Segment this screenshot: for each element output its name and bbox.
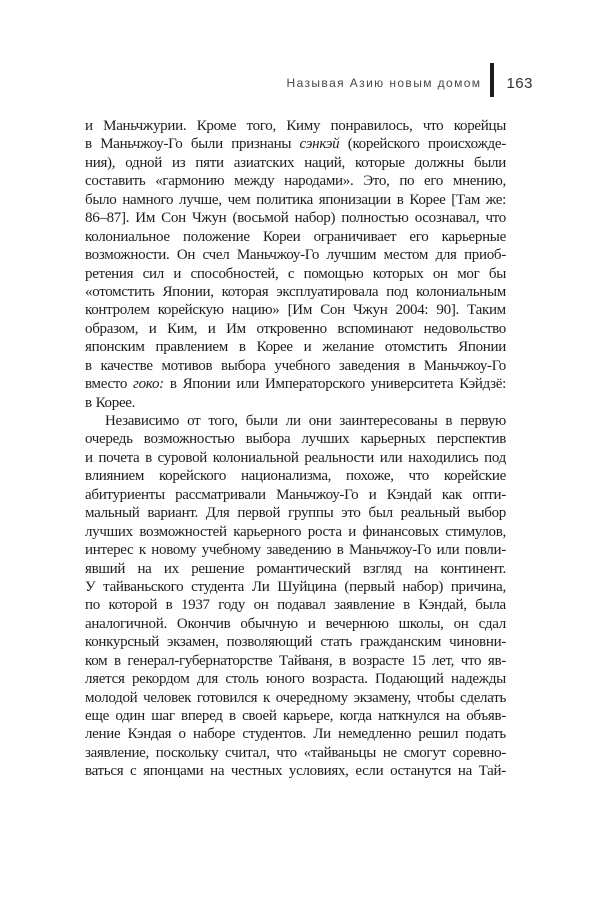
text-line: Независимо от того, были ли они заинтересованы в первую [105, 413, 506, 429]
page-header [287, 63, 534, 97]
text-line: аналогичной. Окончив обычную и вечернюю школы, он сдал [85, 615, 506, 632]
text-line: явший на их решение романтический взгляд на континент. [85, 560, 506, 577]
text-line: в Корее. [85, 394, 136, 411]
text-line: мальный вариант. Для первой группы это был реальный выбор [85, 505, 506, 522]
text-line: и Маньчжурии. Кроме того, Киму понравилось, что корейцы [85, 118, 506, 134]
paragraph [85, 413, 506, 782]
text-line: составить «гармонию между народами». Это, по его мнению, [85, 173, 506, 190]
text-line: было намного лучше, чем политика японизации в Корее [Там же: [85, 191, 506, 208]
text-line: ваться с японцами на честных условиях, если останутся на Тай- [85, 763, 506, 780]
text-line: лучших возможностей карьерного роста и финансовых стимулов, [85, 523, 506, 540]
paragraph [85, 118, 506, 413]
text-line: ретения сил и способностей, с помощью которых он мог бы [85, 265, 506, 282]
text-line: образом, и Ким, и Им откровенно вспоминают недовольство [85, 320, 506, 337]
text-line: колониальное положение Кореи ограничивает его карьерные [85, 228, 506, 245]
text-line: ния), одной из пяти азиатских наций, которые должны были [85, 154, 506, 171]
header-divider-bar [490, 63, 494, 97]
text-line: интерес к новому учебному заведению в Маньчжоу-Го или повли- [85, 542, 506, 559]
text-line: по которой в 1937 году он подавал заявление в Кэндай, была [85, 597, 506, 614]
text-line: 86–87]. Им Сон Чжун (восьмой набор) полностью осознавал, что [85, 210, 506, 227]
page-number: 163 [506, 74, 533, 92]
text-line: ляется рекордом для столь юного возраста. Подающий надежды [85, 671, 506, 688]
text-line: очередь возможностью выбора лучших карьерных перспектив [85, 431, 506, 448]
text-line: еще один шаг вперед в своей карьере, когда наткнулся на объяв- [85, 708, 506, 724]
text-line: конкурсный экзамен, позволяющий стать гражданским чиновни- [85, 634, 506, 651]
text-line: ление Кэндая о наборе студентов. Ли немедленно решил подать [85, 726, 506, 743]
text-line: контролем корейскую нацию» [Им Сон Чжун 2004: 90]. Таким [85, 302, 506, 319]
text-line: в Маньчжоу-Го были признаны сэнкэй (корейского происхожде- [85, 136, 506, 153]
text-line: молодой человек готовился к очередному экзамену, чтобы сделать [85, 689, 506, 706]
text-line: «отомстить Японии, которая эксплуатировала под колониальным [85, 283, 506, 300]
text-line: заявление, поскольку считал, что «тайваньцы не смогут соревно- [85, 744, 506, 761]
text-line: У тайваньского студента Ли Шуйцина (первый набор) причина, [85, 578, 506, 595]
text-line: вместо гоко: в Японии или Императорского университета Кэйдзё: [85, 376, 506, 393]
text-line: японским правлением в Корее и желание отомстить Японии [85, 339, 506, 356]
text-line: абитуриенты рассматривали Маньчжоу-Го и Кэндай как опти- [85, 486, 506, 503]
text-line: в качестве мотивов выбора учебного заведения в Маньчжоу-Го [85, 357, 506, 374]
text-line: и почета в суровой колониальной реальности или находились под [85, 449, 506, 466]
text-line: возможности. Он счел Маньчжоу-Го лучшим местом для приоб- [85, 247, 506, 264]
running-head-title: Называя Азию новым домом [286, 76, 482, 90]
page-body [85, 118, 506, 782]
text-line: влиянием корейского национализма, похоже, что корейские [85, 468, 506, 485]
text-line: ком в генерал-губернаторстве Тайваня, в возрасте 15 лет, что яв- [85, 652, 506, 669]
